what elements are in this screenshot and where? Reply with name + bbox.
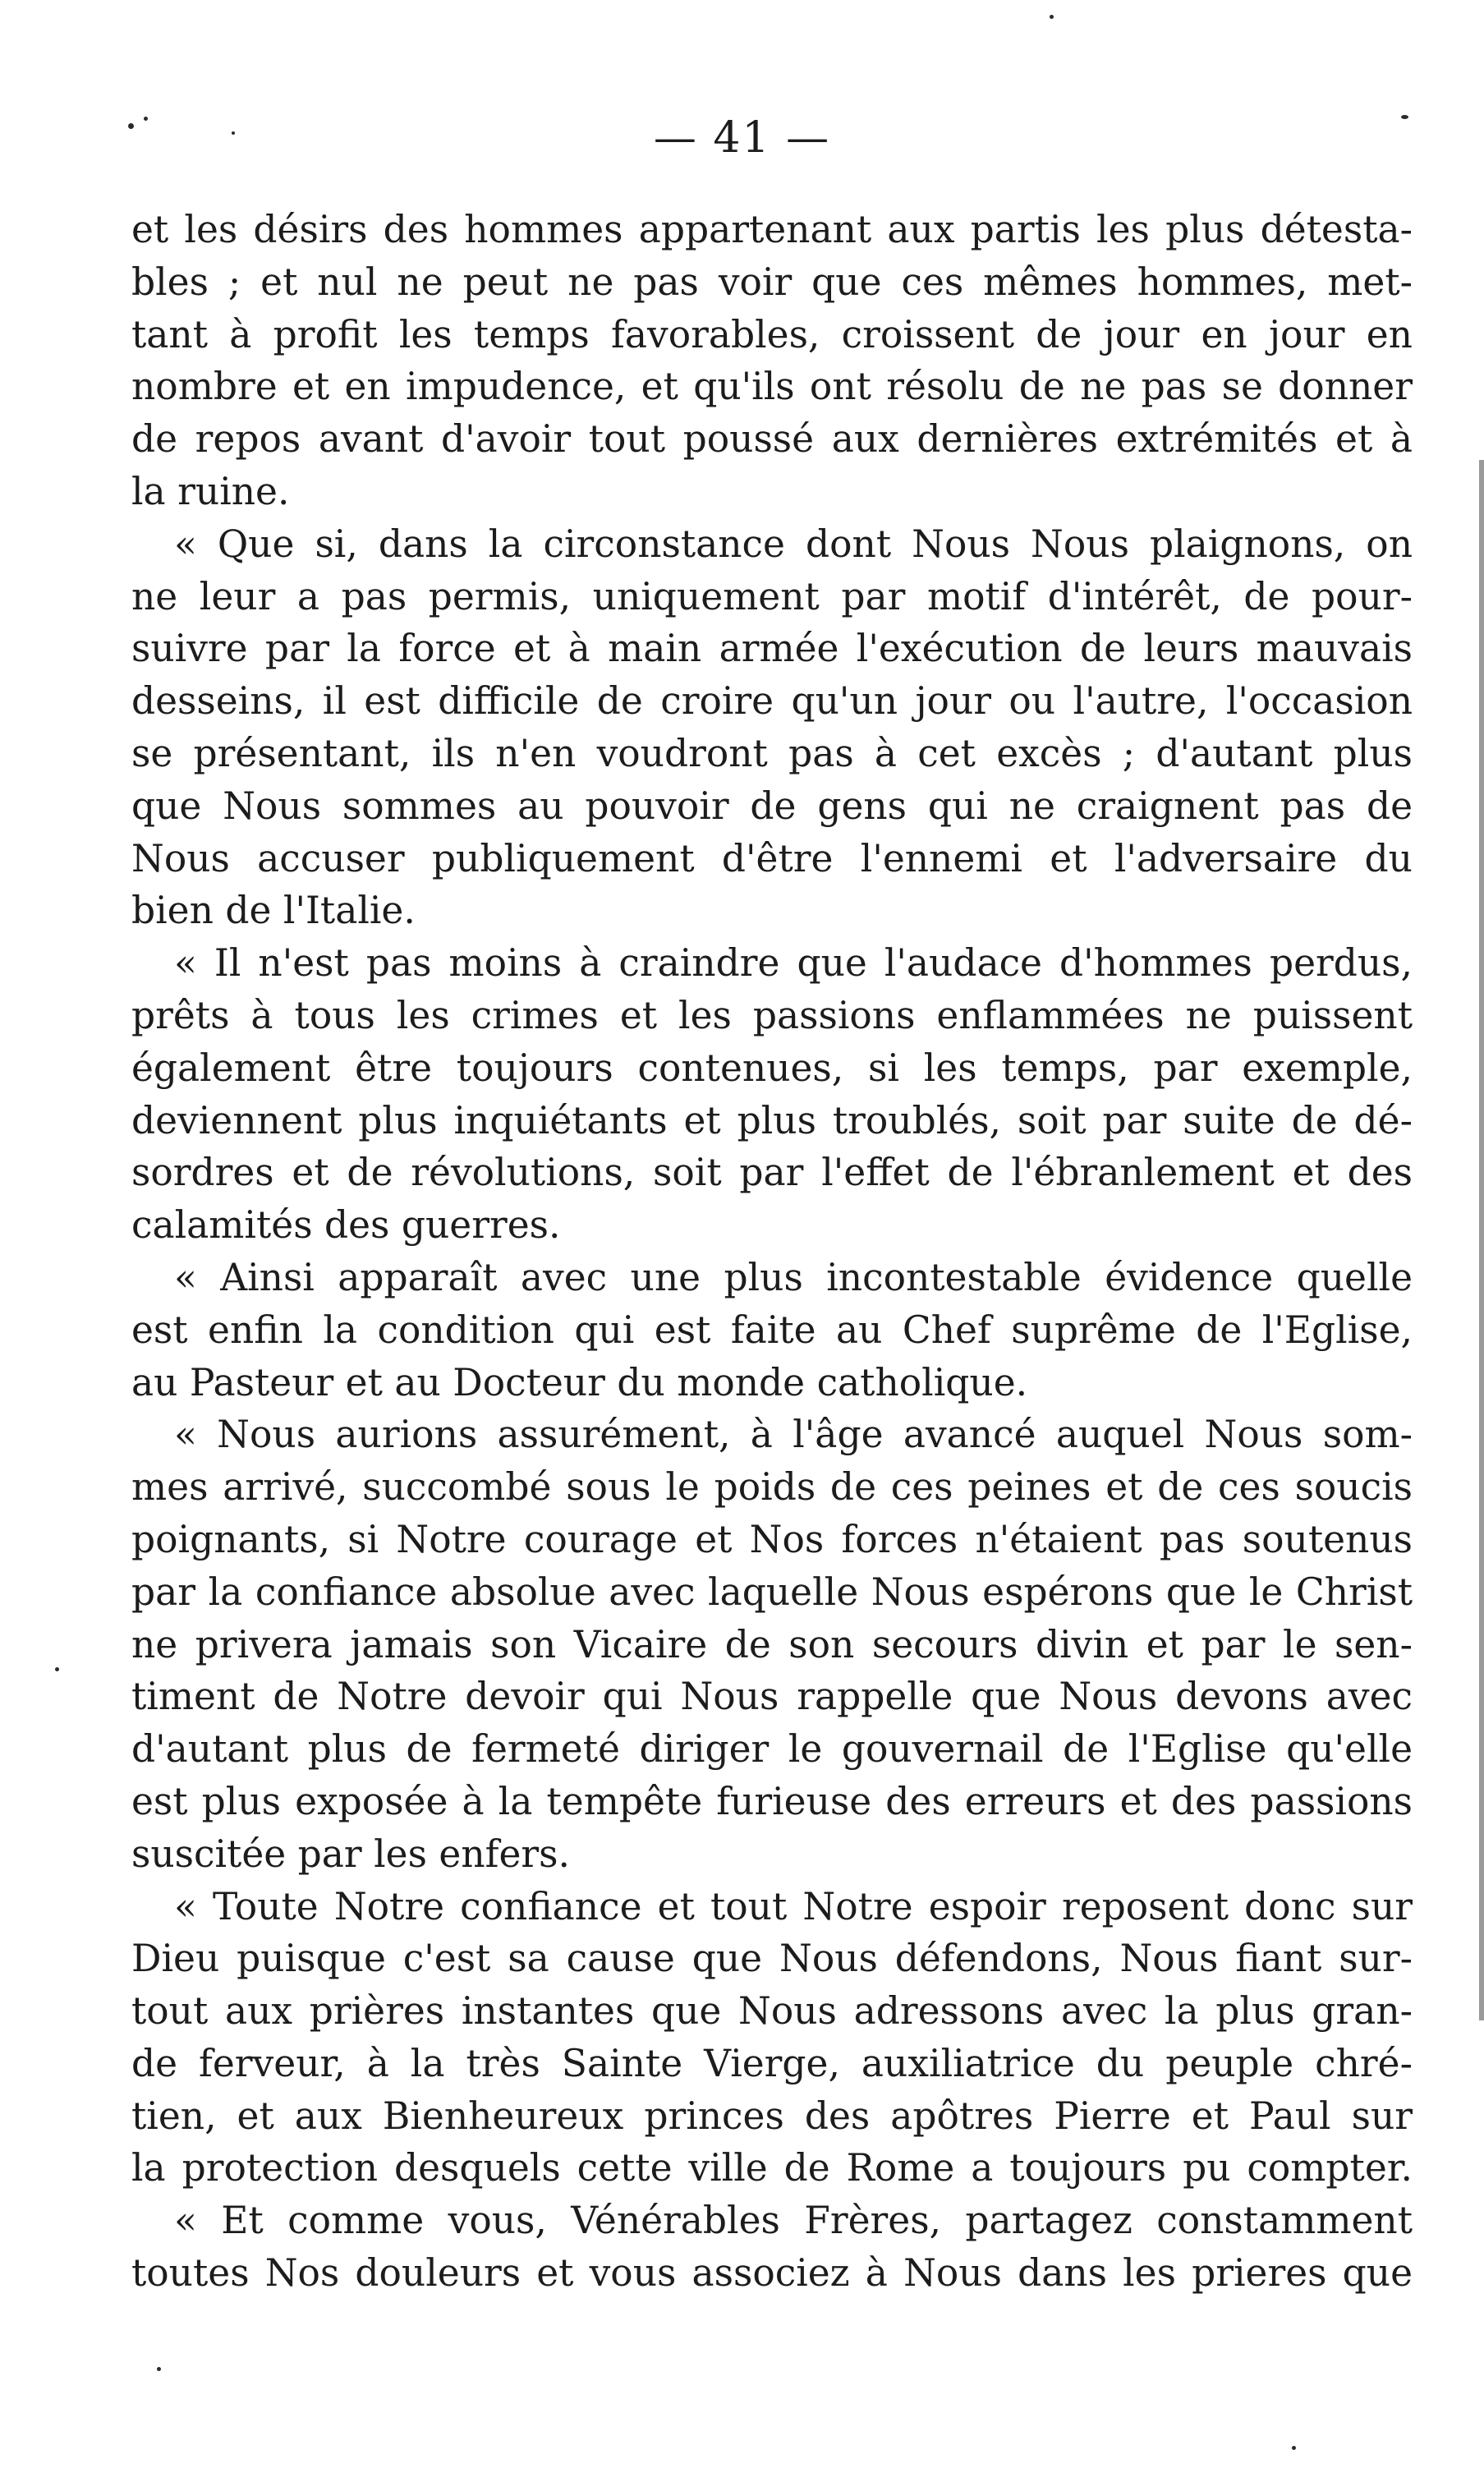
text-line: que Nous sommes au pouvoir de gens qui ne craignent pas de [131, 784, 1413, 828]
text-line: également être toujours contenues, si les temps, par exemple, [131, 1046, 1413, 1090]
text-line: est plus exposée à la tempête furieuse des erreurs et des passions [131, 1779, 1413, 1823]
text-line: timent de Notre devoir qui Nous rappelle que Nous devons avec [131, 1675, 1413, 1719]
scan-speck [144, 117, 148, 121]
scan-speck [232, 131, 235, 135]
text-line: Dieu puisque c'est sa cause que Nous défendons, Nous fiant sur- [131, 1937, 1413, 1981]
text-line: poignants, si Notre courage et Nos forces n'étaient pas soutenus [131, 1517, 1413, 1561]
text-line: par la confiance absolue avec laquelle Nous espérons que le Christ [131, 1570, 1413, 1614]
text-line: tien, et aux Bienheureux princes des apôtres Pierre et Paul sur [131, 2094, 1413, 2138]
text-line: mes arrivé, succombé sous le poids de ces peines et de ces soucis [131, 1465, 1413, 1510]
text-line: d'autant plus de fermeté diriger le gouvernail de l'Eglise qu'elle [131, 1727, 1413, 1772]
scan-speck [1050, 15, 1054, 19]
body-text [131, 204, 1413, 2300]
text-line: « Nous aurions assurément, à l'âge avancé auquel Nous som- [174, 1413, 1413, 1457]
scan-speck [157, 2367, 161, 2371]
text-line: tout aux prières instantes que Nous adressons avec la plus gran- [131, 1989, 1413, 2034]
page-number: — 41 — [653, 113, 831, 163]
text-line: se présentant, ils n'en voudront pas à cet excès ; d'autant plus [131, 731, 1413, 775]
text-line: ne leur a pas permis, uniquement par motif d'intérêt, de pour- [131, 574, 1413, 618]
text-line: sordres et de révolutions, soit par l'effet de l'ébranlement et des [131, 1151, 1413, 1195]
text-line: « Ainsi apparaît avec une plus incontestable évidence quelle [174, 1255, 1413, 1299]
text-line: la ruine. [131, 469, 290, 513]
text-line: bien de l'Italie. [131, 889, 416, 933]
text-line: de repos avant d'avoir tout poussé aux dernières extrémités et à [131, 417, 1413, 462]
text-line: Nous accuser publiquement d'être l'ennemi et l'adversaire du [131, 836, 1413, 880]
text-line: au Pasteur et au Docteur du monde catholique. [131, 1360, 1028, 1404]
text-line: desseins, il est difficile de croire qu'un jour ou l'autre, l'occasion [131, 679, 1413, 724]
text-line: suivre par la force et à main armée l'exécution de leurs mauvais [131, 627, 1413, 671]
text-line: calamités des guerres. [131, 1203, 561, 1248]
text-line: « Et comme vous, Vénérables Frères, partagez constamment [174, 2199, 1413, 2243]
text-line: toutes Nos douleurs et vous associez à Nous dans les prieres que [131, 2251, 1413, 2296]
text-line: est enfin la condition qui est faite au Chef suprême de l'Eglise, [131, 1308, 1413, 1352]
text-line: la protection desquels cette ville de Rome a toujours pu compter. [131, 2146, 1413, 2190]
text-line: bles ; et nul ne peut ne pas voir que ces mêmes hommes, met- [131, 260, 1413, 304]
text-line: ne privera jamais son Vicaire de son secours divin et par le sen- [131, 1622, 1413, 1666]
text-line: et les désirs des hommes appartenant aux partis les plus détesta- [131, 208, 1413, 251]
scan-speck [1292, 2446, 1296, 2450]
text-line: « Toute Notre confiance et tout Notre espoir reposent donc sur [174, 1884, 1413, 1928]
text-line: nombre et en impudence, et qu'ils ont résolu de ne pas se donner [131, 365, 1413, 409]
scan-speck [1401, 115, 1408, 119]
text-line: « Il n'est pas moins à craindre que l'audace d'hommes perdus, [174, 941, 1413, 986]
scan-speck [128, 123, 134, 129]
text-line: de ferveur, à la très Sainte Vierge, auxiliatrice du peuple chré- [131, 2041, 1413, 2085]
text-line: suscitée par les enfers. [131, 1832, 570, 1876]
text-line: deviennent plus inquiétants et plus troublés, soit par suite de dé- [131, 1098, 1413, 1142]
text-line: tant à profit les temps favorables, croissent de jour en jour en [131, 312, 1413, 356]
text-line: « Que si, dans la circonstance dont Nous Nous plaignons, on [174, 522, 1413, 566]
text-line: prêts à tous les crimes et les passions enflammées ne puissent [131, 993, 1413, 1037]
scan-edge-shadow [1479, 460, 1484, 2020]
scan-speck [55, 1667, 59, 1671]
